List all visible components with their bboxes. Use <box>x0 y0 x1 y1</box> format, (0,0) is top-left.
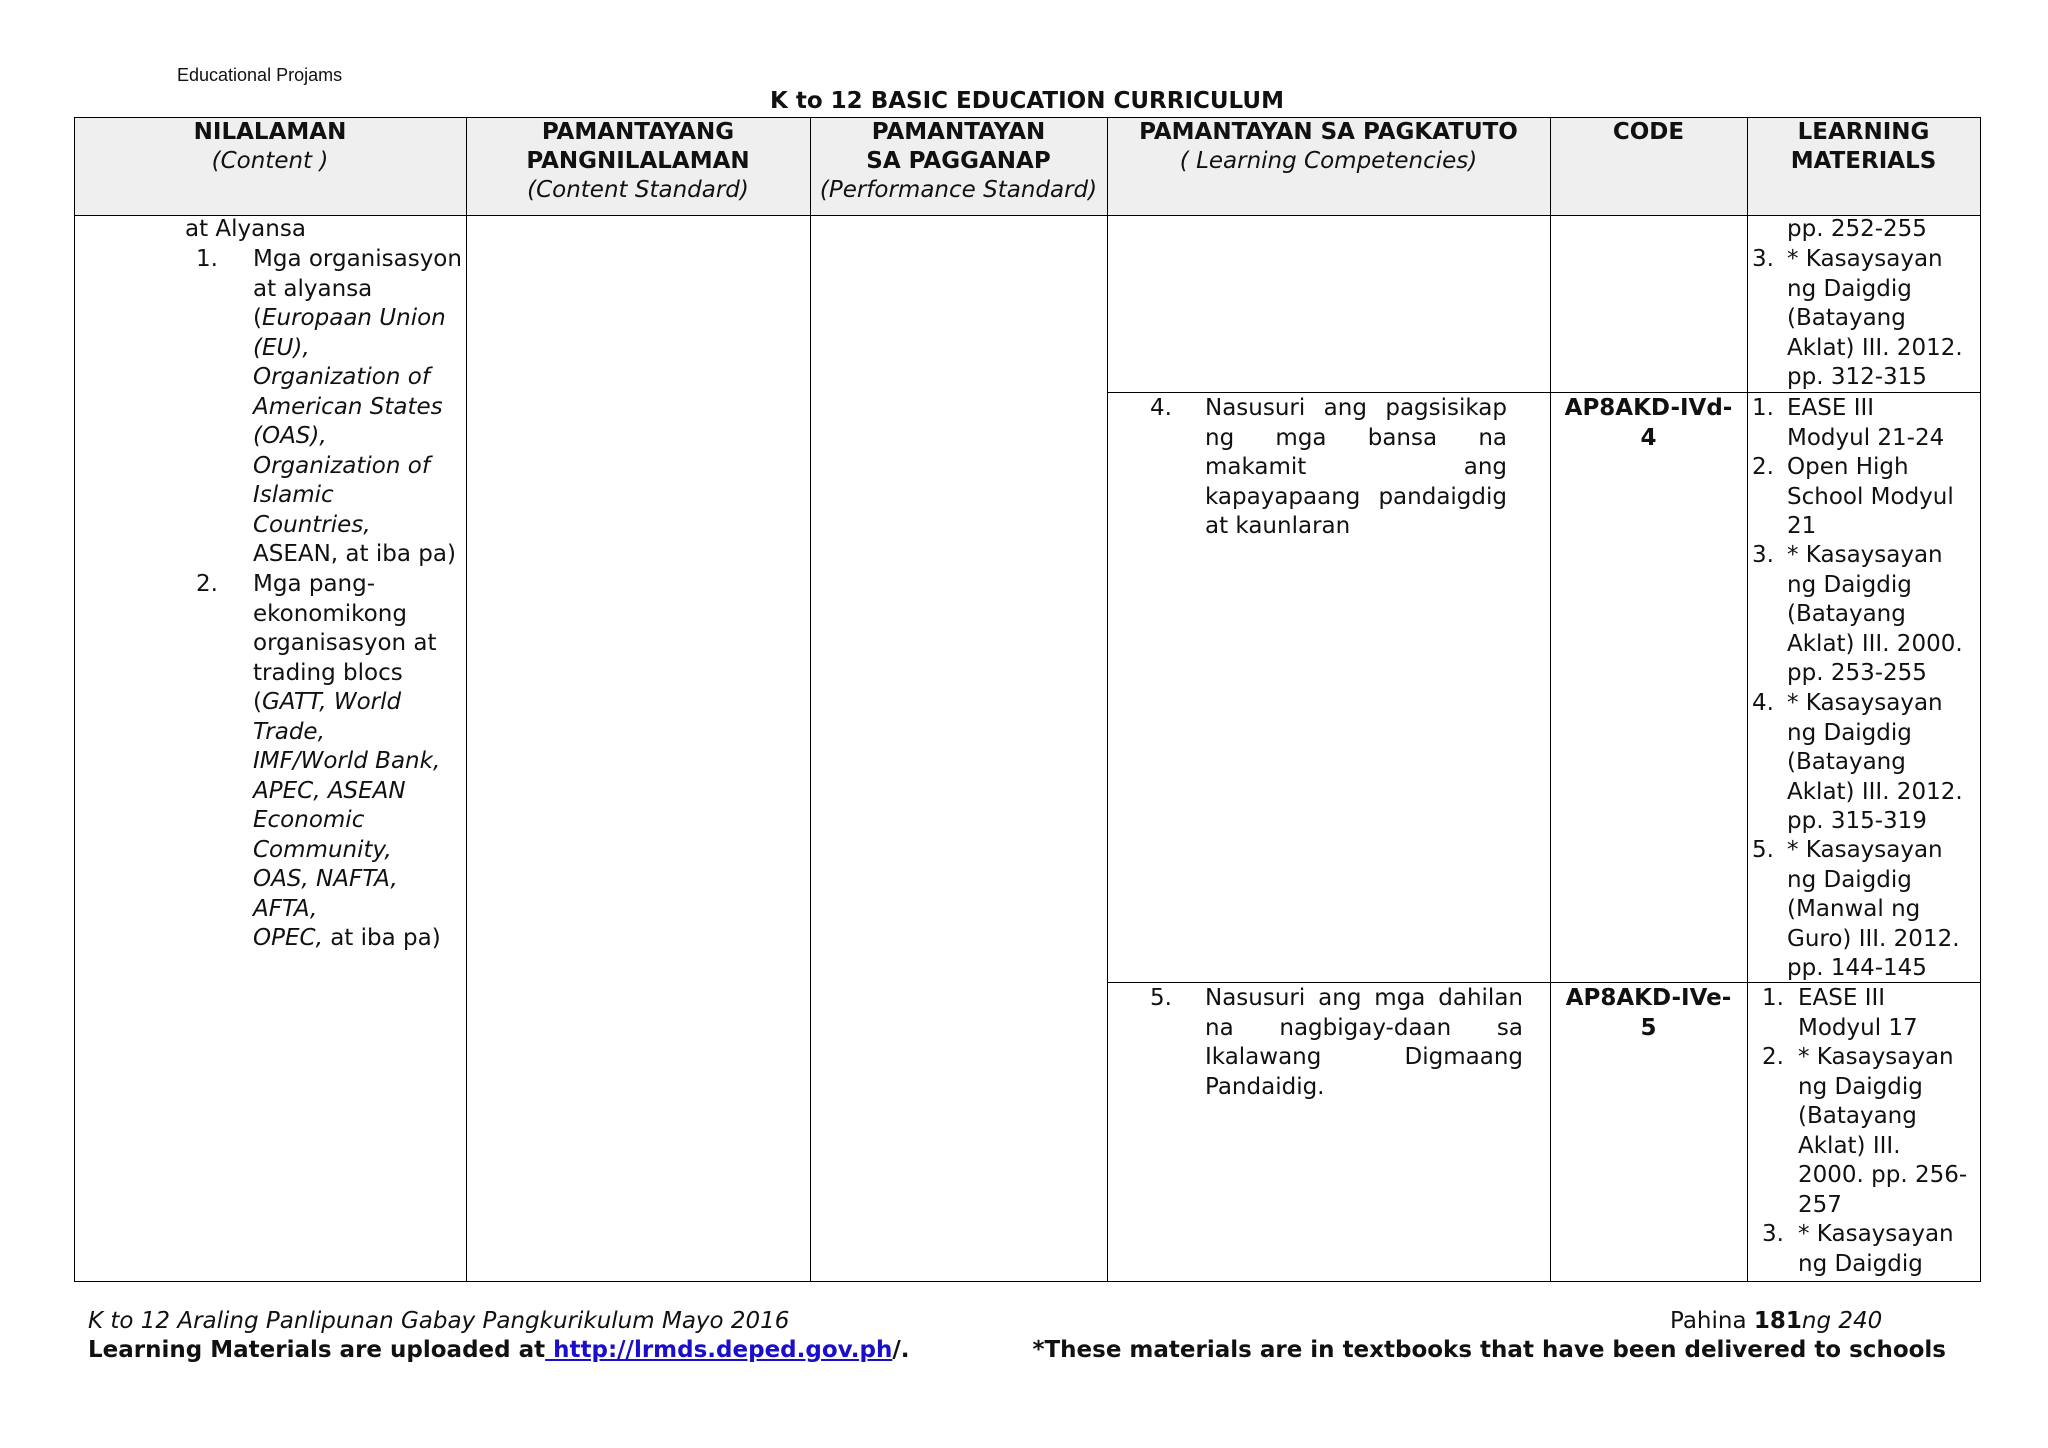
materials-line: Aklat) III. <box>1798 1132 1901 1159</box>
header-content-standard <box>466 118 810 205</box>
header-performance-standard-subtitle: (Performance Standard) <box>819 177 1098 203</box>
content-item-2-tail-italic: OPEC, <box>253 925 323 951</box>
header-performance-standard <box>810 118 1107 205</box>
materials-line: pp. 312-315 <box>1787 364 1927 390</box>
materials-line: EASE III <box>1798 985 1886 1011</box>
materials-line: * Kasaysayan <box>1787 690 1943 716</box>
materials-row2-item-1 <box>1787 394 1944 453</box>
content-item-1-number: 1. <box>196 246 218 272</box>
materials-row3-item-1-number: 1. <box>1762 985 1784 1011</box>
lrmds-link[interactable]: http://lrmds.deped.gov.ph <box>545 1337 893 1363</box>
materials-line: Modyul 17 <box>1798 1014 1918 1041</box>
content-item-2-line: organisasyon at <box>253 630 437 656</box>
materials-line: * Kasaysayan <box>1787 837 1943 863</box>
materials-line: 2000. pp. 256- <box>1798 1162 1968 1188</box>
header-competencies-subtitle: ( Learning Competencies) <box>1179 148 1478 174</box>
materials-line: * Kasaysayan <box>1787 542 1943 568</box>
materials-line: ng Daigdig <box>1787 275 1912 302</box>
materials-line: pp. 315-319 <box>1787 808 1927 834</box>
page-total: ng 240 <box>1801 1308 1883 1334</box>
content-item-1-italic: Islamic <box>253 482 334 508</box>
content-continued: at Alyansa <box>185 216 306 242</box>
materials-line: ng Daigdig <box>1787 571 1912 598</box>
materials-line: 257 <box>1798 1191 1842 1218</box>
materials-line: ng Daigdig <box>1787 866 1912 893</box>
content-item-2-number: 2. <box>196 571 218 597</box>
footer-textbook-note: *These materials are in textbooks that have been delivered to schools <box>1032 1337 1946 1363</box>
header-code <box>1550 118 1747 147</box>
materials-line: pp. 144-145 <box>1787 955 1927 981</box>
materials-line: (Batayang <box>1787 601 1906 627</box>
materials-row3-item-3 <box>1798 1220 1954 1279</box>
content-item-1-italic: American States <box>253 393 443 420</box>
header-content <box>74 118 466 176</box>
content-item-1-italic: Countries, <box>253 511 371 538</box>
header-content-subtitle: (Content ) <box>211 148 329 174</box>
header-performance-standard-line2: SA PAGGANAP <box>866 148 1051 174</box>
materials-line: * Kasaysayan <box>1798 1044 1954 1070</box>
content-item-1-tail: ASEAN, at iba pa) <box>253 541 456 567</box>
content-item-1-line: Mga organisasyon <box>253 246 462 272</box>
content-item-2-italic: IMF/World Bank, <box>253 748 441 774</box>
materials-line: ng Daigdig <box>1798 1250 1923 1277</box>
page-number <box>1670 1308 1882 1334</box>
materials-line: Modyul 21-24 <box>1787 424 1945 451</box>
materials-line: pp. 253-255 <box>1787 660 1927 686</box>
content-item-2-italic: APEC, ASEAN <box>253 777 406 804</box>
content-item-2-paren: ( <box>253 689 262 715</box>
materials-line: Aklat) III. 2012. <box>1787 778 1963 805</box>
competency-4-text: Nasusuri ang pagsisikap ng mga bansa na makamit ang kapayapaang pandaigdig at kaunlaran <box>1205 395 1507 539</box>
content-item-1-italic: Europaan Union <box>261 305 446 331</box>
materials-row3-item-1 <box>1798 984 1918 1043</box>
page-current: 181 <box>1753 1308 1802 1334</box>
materials-line: Aklat) III. 2012. <box>1787 334 1963 361</box>
content-item-2-tail: at iba pa) <box>322 925 441 951</box>
materials-line: 21 <box>1787 513 1817 539</box>
header-content-standard-line2: PANGNILALAMAN <box>526 148 750 174</box>
content-item-1-italic: (OAS), <box>253 423 327 449</box>
materials-line: EASE III <box>1787 395 1875 421</box>
page-prefix: Pahina <box>1670 1308 1754 1334</box>
code-5-line2: 5 <box>1640 1014 1657 1041</box>
materials-row2-item-4 <box>1787 689 1963 837</box>
materials-row2-item-3-number: 3. <box>1752 542 1774 568</box>
content-item-1-paren: ( <box>253 305 262 331</box>
document-title: K to 12 BASIC EDUCATION CURRICULUM <box>770 88 1284 114</box>
materials-row1-item-2-number: 3. <box>1752 246 1774 272</box>
materials-row1-item-2 <box>1787 245 1963 393</box>
content-item-1-line: at alyansa <box>253 275 373 302</box>
header-content-standard-line1: PAMANTAYANG <box>541 119 735 145</box>
content-item-1-italic: Organization of <box>253 364 430 390</box>
content-item-2-italic: Community, <box>253 836 392 863</box>
header-performance-standard-line1: PAMANTAYAN <box>871 119 1046 145</box>
materials-row2-item-2-number: 2. <box>1752 454 1774 480</box>
footer-upload-note <box>88 1337 909 1363</box>
materials-line: * Kasaysayan <box>1798 1221 1954 1247</box>
materials-line: * Kasaysayan <box>1787 246 1943 272</box>
materials-line: ng Daigdig <box>1787 719 1912 746</box>
materials-line: Aklat) III. 2000. <box>1787 630 1963 657</box>
content-item-2-italic: Economic <box>253 807 365 833</box>
materials-line: Open High <box>1787 454 1909 480</box>
materials-row3-item-2 <box>1798 1043 1967 1220</box>
header-materials-line1: LEARNING <box>1797 119 1930 145</box>
content-item-1-italic: Organization of <box>253 452 430 479</box>
content-item-2-italic: GATT, World <box>261 689 402 715</box>
content-item-2-line: ekonomikong <box>253 600 407 627</box>
content-item-1 <box>253 245 463 570</box>
header-competencies-title: PAMANTAYAN SA PAGKATUTO <box>1139 119 1518 145</box>
footer-guide-title: K to 12 Araling Panlipunan Gabay Pangkurikulum Mayo 2016 <box>88 1308 790 1334</box>
content-item-2-italic: OAS, NAFTA, <box>253 866 398 892</box>
content-item-2-line: Mga pang- <box>253 571 376 597</box>
footer-upload-suffix: /. <box>892 1337 910 1363</box>
header-content-title: NILALAMAN <box>193 119 347 145</box>
materials-row2-item-5-number: 5. <box>1752 837 1774 863</box>
materials-row2-item-2 <box>1787 453 1954 542</box>
content-item-2 <box>253 570 463 954</box>
footer-upload-prefix: Learning Materials are uploaded at <box>88 1337 546 1363</box>
competency-4-number: 4. <box>1150 395 1172 421</box>
site-label: Educational Projams <box>177 65 343 85</box>
materials-row2-item-4-number: 4. <box>1752 690 1774 716</box>
code-5-line1: AP8AKD-IVe- <box>1565 985 1732 1011</box>
competency-5-number: 5. <box>1150 985 1172 1011</box>
header-materials <box>1747 118 1980 176</box>
materials-line: (Batayang <box>1798 1103 1917 1129</box>
content-item-2-italic: AFTA, <box>253 895 318 922</box>
materials-line: ng Daigdig <box>1798 1073 1923 1100</box>
code-4-line2: 4 <box>1640 424 1657 451</box>
header-competencies <box>1107 118 1550 176</box>
header-code-title: CODE <box>1612 119 1685 145</box>
content-item-2-line: trading blocs <box>253 659 403 686</box>
code-4 <box>1550 394 1747 453</box>
content-item-2-italic: Trade, <box>253 718 325 745</box>
materials-row1-item-1: pp. 252-255 <box>1787 216 1927 242</box>
materials-row3-item-2-number: 2. <box>1762 1044 1784 1070</box>
header-content-standard-subtitle: (Content Standard) <box>527 177 749 203</box>
header-materials-line2: MATERIALS <box>1790 148 1937 174</box>
materials-row2-item-1-number: 1. <box>1752 395 1774 421</box>
code-5 <box>1550 984 1747 1043</box>
materials-row3-item-3-number: 3. <box>1762 1221 1784 1247</box>
competency-5-text: Nasusuri ang mga dahilan na nagbigay-daan sa Ikalawang Digmaang Pandaidig. <box>1205 985 1523 1100</box>
materials-row2-item-5 <box>1787 836 1960 984</box>
materials-line: Guro) III. 2012. <box>1787 925 1960 952</box>
materials-line: (Batayang <box>1787 749 1906 775</box>
content-item-1-italic: (EU), <box>253 334 310 361</box>
materials-row2-item-3 <box>1787 541 1963 689</box>
materials-line: (Manwal ng <box>1787 896 1921 922</box>
code-4-line1: AP8AKD-IVd- <box>1564 395 1733 421</box>
materials-line: School Modyul <box>1787 483 1954 510</box>
materials-line: (Batayang <box>1787 305 1906 331</box>
